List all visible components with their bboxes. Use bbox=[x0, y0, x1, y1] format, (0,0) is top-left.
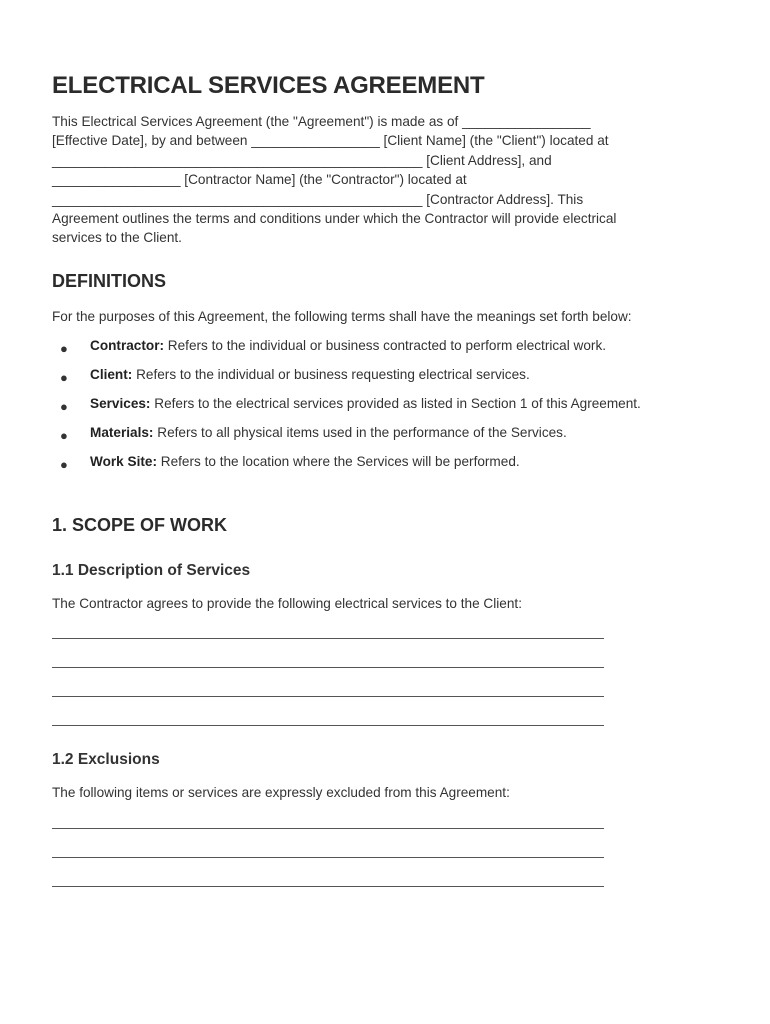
definition-term: Materials: bbox=[90, 425, 154, 440]
blank-line bbox=[52, 725, 604, 726]
blank-line bbox=[52, 638, 604, 639]
intro-line: Agreement outlines the terms and conditions under which the Contractor will provide electrical bbox=[52, 211, 617, 227]
intro-line: _________________ [Contractor Name] (the "Contractor") located at bbox=[52, 172, 467, 188]
intro-line: [Effective Date], by and between _________________ [Client Name] (the "Client") located at bbox=[52, 133, 609, 149]
blank-line bbox=[52, 828, 604, 829]
blank-line bbox=[52, 696, 604, 697]
definition-term: Work Site: bbox=[90, 454, 157, 469]
intro-paragraph bbox=[52, 112, 722, 248]
intro-line: This Electrical Services Agreement (the "Agreement") is made as of _________________ bbox=[52, 114, 591, 129]
definition-text: Refers to the location where the Services will be performed. bbox=[156, 454, 520, 469]
intro-line: _________________________________________________ [Contractor Address]. This bbox=[52, 191, 584, 207]
description-text: The Contractor agrees to provide the following electrical services to the Client: bbox=[52, 596, 522, 611]
definition-text: Refers to the individual or business requesting electrical services. bbox=[132, 367, 530, 382]
exclusions-text: The following items or services are expressly excluded from this Agreement: bbox=[52, 785, 510, 800]
bullet-icon: ● bbox=[60, 341, 68, 356]
blank-line bbox=[52, 857, 604, 858]
definition-text: Refers to the individual or business contracted to perform electrical work. bbox=[164, 338, 607, 353]
intro-line: services to the Client. bbox=[52, 230, 182, 246]
list-item bbox=[52, 452, 692, 471]
definition-term: Contractor: bbox=[90, 338, 165, 353]
blank-line bbox=[52, 886, 604, 887]
definition-term: Client: bbox=[90, 367, 133, 382]
bullet-icon: ● bbox=[60, 399, 68, 414]
document-title: ELECTRICAL SERVICES AGREEMENT bbox=[52, 72, 485, 99]
list-item bbox=[52, 394, 692, 413]
scope-heading: 1. SCOPE OF WORK bbox=[52, 515, 228, 535]
intro-line: _________________________________________________ [Client Address], and bbox=[52, 152, 552, 168]
bullet-icon: ● bbox=[60, 428, 68, 443]
bullet-icon: ● bbox=[60, 457, 68, 472]
blank-line bbox=[52, 667, 604, 668]
list-item bbox=[52, 423, 692, 442]
list-item bbox=[52, 365, 692, 384]
definition-term: Services: bbox=[90, 396, 151, 411]
definitions-lead: For the purposes of this Agreement, the following terms shall have the meanings set forth below: bbox=[52, 309, 632, 324]
exclusions-heading: 1.2 Exclusions bbox=[52, 751, 160, 768]
list-item bbox=[52, 336, 692, 355]
bullet-icon: ● bbox=[60, 370, 68, 385]
description-heading: 1.1 Description of Services bbox=[52, 562, 251, 579]
definition-text: Refers to all physical items used in the performance of the Services. bbox=[153, 425, 567, 440]
definition-text: Refers to the electrical services provided as listed in Section 1 of this Agreement. bbox=[150, 396, 641, 411]
definitions-heading: DEFINITIONS bbox=[52, 271, 167, 291]
definitions-list bbox=[52, 336, 692, 481]
